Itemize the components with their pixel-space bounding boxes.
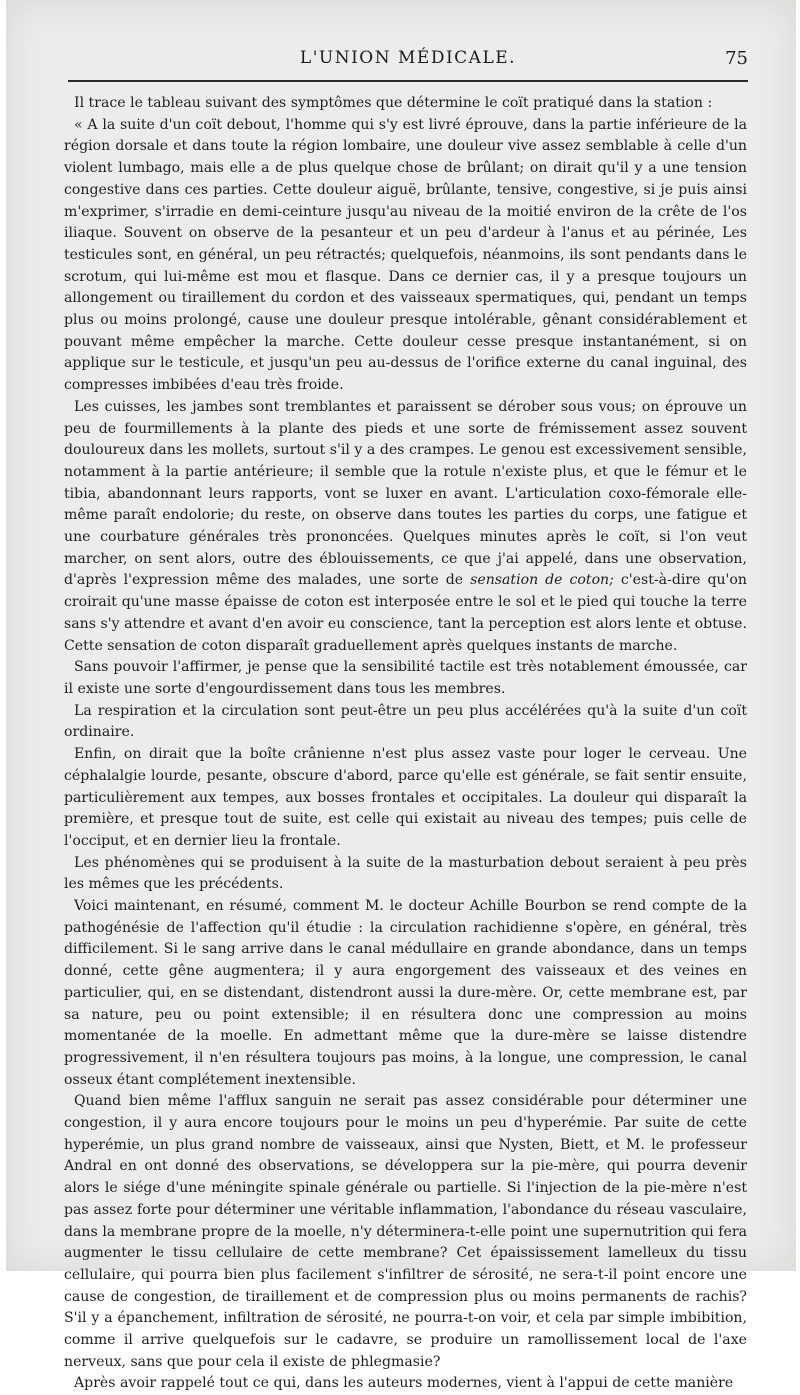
header-rule bbox=[68, 80, 748, 82]
text-segment: Les phénomènes qui se produisent à la suite de la masturbation debout seraient à peu près les mêmes que les précédents. bbox=[64, 854, 747, 893]
text-segment: Il trace le tableau suivant des symptômes que détermine le coït pratiqué dans la station : bbox=[74, 95, 713, 111]
paragraph-quote-symptoms bbox=[64, 115, 747, 397]
body-text bbox=[64, 93, 747, 1395]
text-segment: Les cuisses, les jambes sont tremblantes et paraissent se dérober sous vous; on éprouve un peu de fourmillements à la plante des pieds et une sorte de frémissement assez souvent douloureux dans les mollets, surtout s'il y a des crampes. Le genou est excessivement sensible, notamment à la partie antérieure; il semble que la rotule n'existe plus, et que le fémur et le tibia, abandonnant leurs rapports, vont se luxer en avant. L'articulation coxo-fémorale elle-même paraît endolorie; du reste, on observe dans toutes les parties du corps, une fatigue et une courbature générales très prononcées. Quelques minutes après le coït, si l'on veut marcher, on sent alors, outre des éblouissements, ce que j'ai appelé, dans une observation, d'après l'expression même des malades, une sorte de bbox=[64, 398, 747, 589]
text-segment: Après avoir rappelé tout ce qui, dans les auteurs modernes, vient à l'appui de cette manière bbox=[74, 1375, 734, 1392]
paragraph-headache bbox=[64, 744, 747, 853]
italic-term: sensation de coton; bbox=[470, 572, 614, 589]
text-segment: Voici maintenant, en résumé, comment M. le docteur Achille Bourbon se rend compte de la pathogénésie de l'affection qu'il étudie : la circulation rachidienne s'opère, en général, très difficilement. Si le sang arrive dans le canal médullaire en grande abondance, dans un temps donné, cette gêne augmentera; il y aura engorgement des vaisseaux et des veines en particulier, qui, en se distendant, distendront aussi la dure-mère. Or, cette membrane est, par sa nature, peu ou point extensible; il en résultera donc une compression au moins momentanée de la moelle. En admettant même que la dure-mère se laisse distendre progressivement, il n'en résultera toujours pas moins, à la longue, une compression, le canal osseux étant complétement inextensible. bbox=[64, 898, 747, 1088]
text-segment: « A la suite d'un coït debout, l'homme qui s'y est livré éprouve, dans la partie inférieure de la région dorsale et dans toute la région lombaire, une douleur vive assez semblable à celle d'un violent lumbago, mais elle a de plus quelque chose de brûlant; on dirait qu'il y a une tension congestive dans ces parties. Cette douleur aiguë, brûlante, tensive, congestive, si je puis ainsi m'exprimer, s'irradie en demi-ceinture jusqu'au niveau de la moitié environ de la crête de l'os iliaque. Souvent on observe de la pesanteur et un peu d'ardeur à l'anus et au périnée, Les testicules sont, en général, un peu rétractés; quelquefois, néanmoins, ils sont pendants dans le scrotum, qui lui-même est mou et flasque. Dans ce dernier cas, il y a presque toujours un allongement ou tiraillement du cordon et des vaisseaux spermatiques, qui, pendant un temps plus ou moins prolongé, cause une douleur presque intolérable, gênant considérablement et pouvant même empêcher la marche. Cette douleur cesse presque instantanément, si on applique sur le testicule, et jusqu'un peu au-dessus de l'orifice externe du canal inguinal, des compresses imbibées d'eau très froide. bbox=[64, 116, 747, 394]
text-segment: Enfin, on dirait que la boîte crânienne n'est plus assez vaste pour loger le cerveau. Une céphalalgie lourde, pesante, obscure d'abord, parce qu'elle est générale, se fait sentir ensuite, particulièrement aux tempes, aux bosses frontales et occipitales. La douleur qui disparaît la première, et presque tout de suite, est celle qui existait au niveau des tempes; puis celle de l'occiput, et en dernier lieu la frontale. bbox=[64, 746, 747, 849]
paragraph-intro bbox=[64, 93, 747, 115]
paragraph-pathogenesis bbox=[64, 896, 747, 1091]
document-page bbox=[6, 0, 796, 1392]
running-title: L'UNION MÉDICALE. bbox=[299, 48, 517, 68]
paragraph-masturbation bbox=[64, 853, 747, 896]
text-segment: c'est-à-dire qu'on croirait qu'une masse épaisse de coton est interposée entre le sol et le pied qui touche la terre sans s'y attendre et avant d'en avoir eu conscience, tant la perception est alors lente et obtuse. Cette sensation de coton disparaît graduellement après quelques instants de marche. bbox=[64, 572, 747, 654]
paragraph-respiration bbox=[64, 701, 747, 744]
text-segment: La respiration et la circulation sont peut-être un peu plus accélérées qu'à la suite d'un coït ordinaire. bbox=[64, 702, 747, 741]
page-number: 75 bbox=[725, 48, 748, 69]
paragraph-legs bbox=[64, 397, 747, 657]
text-segment: Sans pouvoir l'affirmer, je pense que la sensibilité tactile est très notablement émoussée, car il existe une sorte d'engourdissement dans tous les membres. bbox=[64, 659, 747, 697]
paragraph-conclusion bbox=[64, 1373, 747, 1395]
text-segment: Quand bien même l'afflux sanguin ne serait pas assez considérable pour déterminer une congestion, il y aura encore toujours pour le moins un peu d'hyperémie. Par suite de cette hyperémie, un plus grand nombre de vaisseaux, ainsi que Nysten, Biett, et M. le professeur Andral en ont donné des observations, se développera sur la pie-mère, qui pourra devenir alors le siége d'une méningite spinale générale ou partielle. Si l'injection de la pie-mère n'est pas assez forte pour déterminer une véritable inflammation, l'abondance du réseau vasculaire, dans la membrane propre de la moelle, n'y déterminera-t-elle point une supernutrition qui fera augmenter le tissu cellulaire de cette membrane? Cet épaississement lamelleux du tissu cellulaire, qui pourra bien plus facilement s'infiltrer de sérosité, ne sera-t-il point encore une cause de congestion, de tiraillement et de compression plus ou moins permanents de rachis? S'il y a épanchement, infiltration de sérosité, ne pourra-t-on voir, et cela par simple imbibition, comme il arrive quelquefois sur le cadavre, se produire un ramollissement local de l'axe nerveux, sans que pour cela il existe de phlegmasie? bbox=[64, 1093, 747, 1370]
paragraph-sensibility bbox=[64, 657, 747, 700]
page-header bbox=[68, 44, 748, 76]
paragraph-congestion bbox=[64, 1091, 747, 1373]
